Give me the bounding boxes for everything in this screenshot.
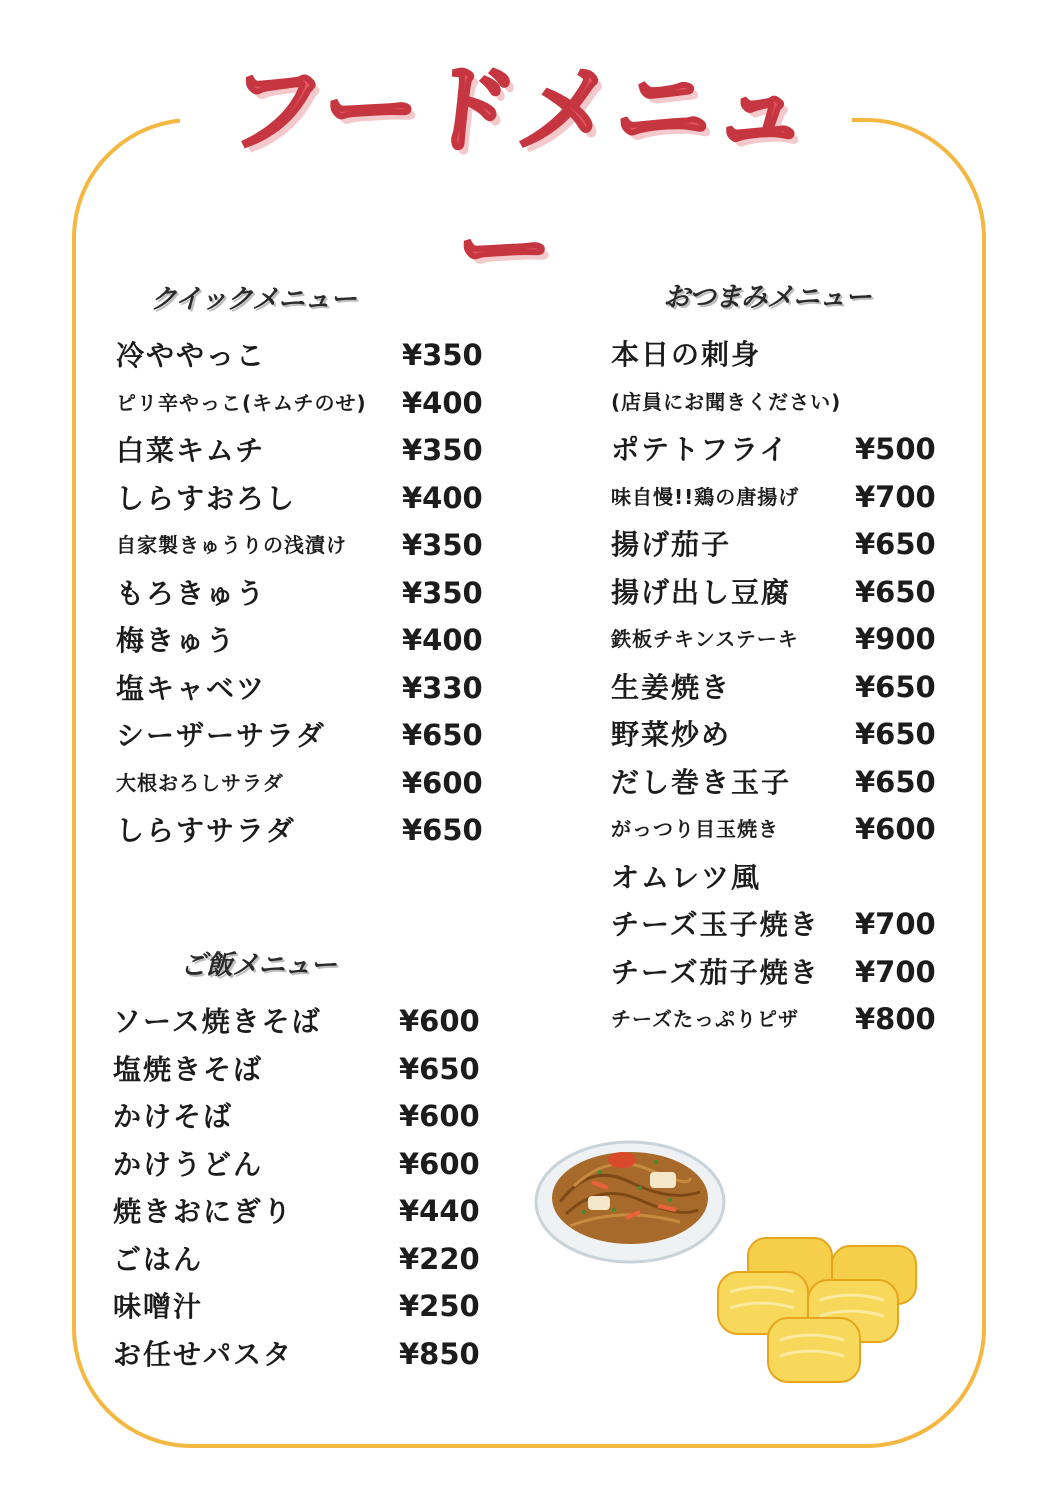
menu-item-name: チーズ玉子焼き [611,908,820,941]
menu-item-price: ¥650 [399,1051,480,1086]
menu-item-name: シーザーサラダ [116,719,326,752]
menu-item [113,1236,483,1284]
menu-item-price: ¥350 [402,528,483,562]
menu-item-price: ¥600 [855,812,936,846]
menu-item-name: ごはん [113,1242,204,1276]
menu-item [611,854,991,902]
menu-item [113,1188,483,1236]
menu-item [116,522,486,570]
menu-item-price: ¥700 [855,479,936,514]
menu-item-name: しらすサラダ [116,814,296,847]
menu-item [116,570,486,618]
menu-item [116,475,486,523]
menu-item-price: ¥650 [855,764,936,799]
menu-item [611,379,991,427]
menu-item-name: がっつり目玉焼き [611,817,779,841]
menu-title: フードメニュー [222,54,818,306]
menu-item [113,998,483,1046]
menu-item-name: ピリ辛やっこ(キムチのせ) [116,390,367,415]
menu-item-name: オムレツ風 [611,860,762,894]
menu-item [116,617,486,665]
menu-item-name: お任せパスタ [113,1337,294,1371]
snacks-menu-list [611,331,991,1044]
menu-item-name: 塩焼きそば [113,1052,264,1086]
menu-item-name: 冷ややっこ [116,339,267,372]
menu-item [611,426,991,474]
menu-item [116,807,486,855]
menu-item-name: 鉄板チキンステーキ [611,627,799,651]
menu-item-name: かけうどん [113,1147,264,1181]
menu-item-price: ¥350 [402,433,483,467]
menu-item-price: ¥900 [855,622,936,656]
menu-item-name: だし巻き玉子 [611,765,792,799]
menu-item-price: ¥330 [402,670,483,705]
menu-item [611,569,991,617]
menu-item-price: ¥650 [402,813,483,847]
menu-item-price: ¥650 [402,718,483,752]
menu-item-name: 自家製きゅうりの浅漬け [116,533,347,557]
menu-item [611,521,991,569]
quick-menu-list [116,332,486,855]
menu-item [611,616,991,664]
menu-item-name: (店員にお聞きください) [611,389,842,414]
menu-item-price: ¥650 [855,717,936,751]
menu-item [611,949,991,997]
quick-menu-heading: クイックメニュー [150,284,356,315]
tamagoyaki-illustration [712,1232,932,1402]
menu-item-name: ポテトフライ [611,433,790,466]
menu-item-name: 味噌汁 [113,1290,204,1323]
rice-menu-list [113,998,483,1378]
menu-item [116,760,486,808]
menu-item-price: ¥220 [399,1241,480,1276]
menu-item [116,380,486,428]
menu-item-name: しらすおろし [116,481,297,515]
menu-item-price: ¥400 [402,623,483,657]
menu-item-name: 梅きゅう [116,624,237,657]
menu-item-price: ¥600 [399,1099,480,1133]
menu-item [611,806,991,854]
menu-item [113,1283,483,1331]
menu-item-price: ¥250 [399,1289,480,1323]
menu-item-name: 焼きおにぎり [113,1195,294,1228]
menu-item [113,1093,483,1141]
menu-item-name: 揚げ出し豆腐 [611,575,792,609]
menu-item [113,1046,483,1094]
menu-item-name: 味自慢!!鶏の唐揚げ [611,484,800,509]
snacks-menu-heading: おつまみメニュー [663,282,871,313]
menu-item-name: もろきゅう [116,576,267,610]
menu-item-price: ¥650 [855,669,936,704]
menu-item-name: ソース焼きそば [113,1005,322,1038]
menu-item-price: ¥650 [855,527,936,561]
menu-item [116,665,486,713]
yakisoba-plate-illustration [530,1122,730,1272]
menu-item-name: 野菜炒め [611,718,732,751]
menu-item-name: 生姜焼き [611,670,732,704]
menu-item-name: 白菜キムチ [116,434,266,467]
menu-item-price: ¥600 [399,1004,480,1038]
menu-item-price: ¥600 [402,765,483,800]
menu-item-price: ¥350 [402,338,483,372]
menu-item-name: 本日の刺身 [611,338,762,371]
menu-item [611,664,991,712]
menu-item [116,712,486,760]
menu-item [611,711,991,759]
menu-item [611,474,991,522]
menu-item-name: 揚げ茄子 [611,528,732,561]
menu-item [116,427,486,475]
rice-menu-heading: ご飯メニュー [180,950,336,981]
menu-item-price: ¥800 [855,1002,936,1036]
menu-item-price: ¥700 [855,954,936,989]
menu-item [611,996,991,1044]
menu-item [116,332,486,380]
menu-item [113,1331,483,1379]
menu-item-price: ¥440 [399,1194,480,1228]
menu-item [611,901,991,949]
menu-item [113,1141,483,1189]
menu-item-name: 塩キャベツ [116,671,267,705]
menu-item-price: ¥600 [399,1146,480,1181]
menu-item-price: ¥350 [402,575,483,610]
menu-item-name: 大根おろしサラダ [116,770,284,795]
menu-item-price: ¥650 [855,574,936,609]
menu-item-price: ¥500 [855,432,936,466]
menu-item-name: チーズたっぷりピザ [611,1007,799,1031]
menu-item [611,331,991,379]
menu-item-name: チーズ茄子焼き [611,955,820,989]
menu-item-price: ¥850 [399,1336,480,1371]
menu-item-price: ¥700 [855,907,936,941]
menu-item-price: ¥400 [402,480,483,515]
menu-item [611,759,991,807]
menu-item-price: ¥400 [402,385,483,420]
menu-item-name: かけそば [113,1100,234,1133]
